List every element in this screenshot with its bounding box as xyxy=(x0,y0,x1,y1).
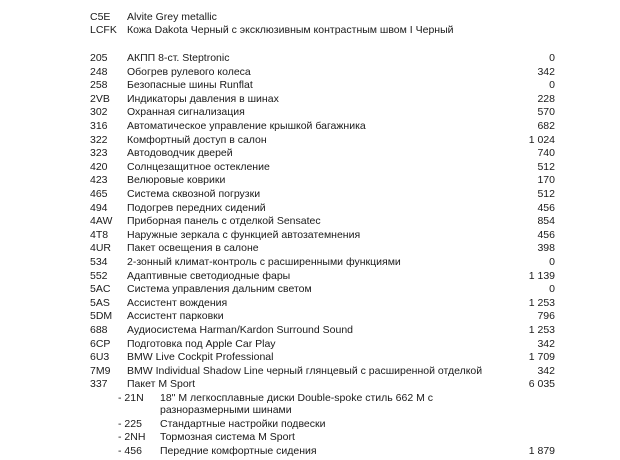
option-description: Ассистент вождения xyxy=(127,296,228,309)
option-row xyxy=(0,160,620,174)
option-row xyxy=(0,282,620,296)
option-price: 512 xyxy=(537,160,555,173)
option-description: Наружные зеркала с функцией автозатемнения xyxy=(127,228,361,241)
option-code: 5DM xyxy=(90,310,113,323)
option-description: BMW Individual Shadow Line черный глянцевый с расширенной отделкой xyxy=(127,364,483,377)
upholstery-row xyxy=(0,23,620,37)
option-code: 6CP xyxy=(90,337,111,350)
option-code: 4T8 xyxy=(90,228,109,241)
option-row xyxy=(0,377,620,391)
option-description: Alvite Grey metallic xyxy=(127,11,217,23)
option-description: Велюровые коврики xyxy=(127,174,226,187)
option-code: 534 xyxy=(90,256,108,268)
option-code: 258 xyxy=(90,79,108,92)
option-price: 854 xyxy=(537,215,555,228)
option-description: Безопасные шины Runflat xyxy=(127,79,253,92)
option-price: 170 xyxy=(537,174,555,187)
sub-option-description: Стандартные настройки подвески xyxy=(160,417,326,430)
option-code: 337 xyxy=(90,378,108,391)
sub-option-code: - 2NH xyxy=(118,431,146,444)
option-code: 316 xyxy=(90,120,108,132)
option-description: АКПП 8-ст. Steptronic xyxy=(127,52,230,64)
option-code: 6U3 xyxy=(90,351,110,364)
option-price: 1 879 xyxy=(528,444,555,457)
option-price: 0 xyxy=(549,52,555,64)
option-price: 1 253 xyxy=(528,324,555,336)
option-description: Охранная сигнализация xyxy=(127,106,245,119)
option-code: LCFK xyxy=(90,24,117,36)
option-description: Подогрев передних сидений xyxy=(127,201,266,214)
option-price: 1 139 xyxy=(528,269,555,282)
option-code: 494 xyxy=(90,201,108,214)
sub-option-code: - 21N xyxy=(118,392,144,404)
option-description: Автодоводчик дверей xyxy=(127,147,233,160)
option-price: 342 xyxy=(537,65,555,78)
sub-option-description: 18" M легкосплавные диски Double-spoke стиль 662 M с xyxy=(160,392,434,404)
option-description: Адаптивные светодиодные фары xyxy=(127,269,291,282)
option-row xyxy=(0,323,620,337)
option-code: 465 xyxy=(90,188,108,200)
option-row xyxy=(0,65,620,79)
option-price: 512 xyxy=(537,188,555,200)
option-code: 688 xyxy=(90,324,108,336)
option-row xyxy=(0,309,620,323)
option-price: 456 xyxy=(537,201,555,214)
option-code: 323 xyxy=(90,147,108,160)
option-row xyxy=(0,337,620,351)
option-price: 740 xyxy=(537,147,555,160)
option-code: 4AW xyxy=(90,215,113,228)
option-code: C5E xyxy=(90,11,111,23)
option-description: Система управления дальним светом xyxy=(127,283,312,296)
option-row xyxy=(0,51,620,65)
option-row xyxy=(0,201,620,215)
option-price: 342 xyxy=(537,364,555,377)
option-price: 1 253 xyxy=(528,296,555,309)
option-row xyxy=(0,296,620,310)
sub-option-description: Передние комфортные сидения xyxy=(160,444,317,457)
option-price: 0 xyxy=(549,283,555,296)
option-price: 342 xyxy=(537,337,555,350)
option-code: 302 xyxy=(90,106,108,119)
option-row xyxy=(0,119,620,133)
option-row xyxy=(0,241,620,255)
sub-option-row xyxy=(0,444,620,458)
option-description: Индикаторы давления в шинах xyxy=(127,92,279,105)
option-description: Приборная панель с отделкой Sensatec xyxy=(127,215,321,228)
option-row xyxy=(0,228,620,242)
option-code: 322 xyxy=(90,133,108,146)
option-price: 456 xyxy=(537,228,555,241)
option-code: 248 xyxy=(90,65,108,78)
option-description: Ассистент парковки xyxy=(127,310,224,323)
option-row xyxy=(0,146,620,160)
option-description: Аудиосистема Harman/Kardon Surround Sound xyxy=(127,324,354,336)
sub-option-row xyxy=(0,417,620,431)
option-price: 6 035 xyxy=(528,378,555,391)
sub-option-code: - 456 xyxy=(118,444,142,457)
paint-row xyxy=(0,10,620,24)
option-price: 1 024 xyxy=(528,133,555,146)
option-row xyxy=(0,92,620,106)
option-row xyxy=(0,350,620,364)
option-row xyxy=(0,364,620,378)
option-description: BMW Live Cockpit Professional xyxy=(127,351,274,364)
option-code: 552 xyxy=(90,269,108,282)
option-price: 0 xyxy=(549,79,555,92)
option-description: Пакет освещения в салоне xyxy=(127,242,259,255)
option-code: 5AC xyxy=(90,283,111,296)
option-description: 2-зонный климат-контроль с расширенными функциями xyxy=(127,256,401,268)
option-code: 4UR xyxy=(90,242,112,255)
option-code: 205 xyxy=(90,52,108,64)
sub-option-code: - 225 xyxy=(118,417,142,430)
option-code: 423 xyxy=(90,174,108,187)
option-description: Подготовка под Apple Car Play xyxy=(127,337,276,350)
option-price: 796 xyxy=(537,310,555,323)
option-row xyxy=(0,105,620,119)
sub-option-continuation xyxy=(0,403,620,417)
option-description: Система сквозной погрузки xyxy=(127,188,261,200)
sub-option-description-continuation: разноразмерными шинами xyxy=(160,404,292,416)
option-price: 570 xyxy=(537,106,555,119)
option-code: 5AS xyxy=(90,296,110,309)
sub-option-row xyxy=(0,430,620,444)
option-price: 1 709 xyxy=(528,351,555,364)
option-row xyxy=(0,187,620,201)
option-row xyxy=(0,173,620,187)
option-description: Комфортный доступ в салон xyxy=(127,133,267,146)
option-price: 398 xyxy=(537,242,555,255)
option-price: 0 xyxy=(549,256,555,268)
option-description: Кожа Dakota Черный с эксклюзивным контрастным швом I Черный xyxy=(127,24,454,36)
option-description: Обогрев рулевого колеса xyxy=(127,65,251,78)
option-price: 682 xyxy=(537,120,555,132)
option-code: 7M9 xyxy=(90,364,111,377)
option-code: 420 xyxy=(90,160,108,173)
option-row xyxy=(0,269,620,283)
option-row xyxy=(0,255,620,269)
option-description: Автоматическое управление крышкой багажника xyxy=(127,120,366,132)
option-description: Пакет M Sport xyxy=(127,378,196,391)
option-row xyxy=(0,133,620,147)
option-description: Солнцезащитное остекление xyxy=(127,160,270,173)
option-row xyxy=(0,78,620,92)
option-code: 2VB xyxy=(90,92,110,105)
option-row xyxy=(0,214,620,228)
sub-option-description: Тормозная система M Sport xyxy=(160,431,295,444)
option-price: 228 xyxy=(537,92,555,105)
